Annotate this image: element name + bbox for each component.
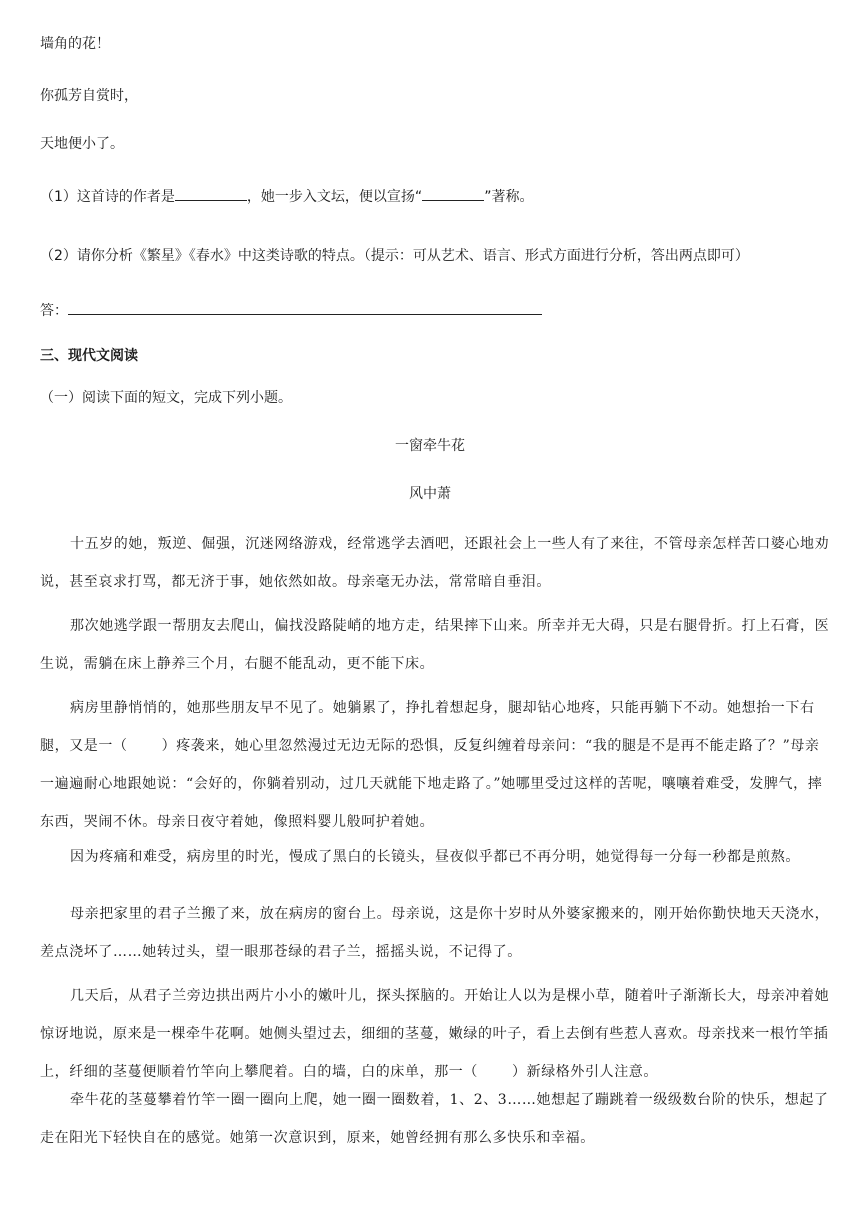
paragraph-5: 母亲把家里的君子兰搬了来，放在病房的窗台上。母亲说，这是你十岁时从外婆家搬来的，刚开始你勤快地天天浇水，差点浇坏了……她转过头，望一眼那苍绿的君子兰，摇摇头说，不记得了。 (40, 906, 830, 960)
section-heading: 三、现代文阅读 (40, 348, 138, 364)
theme-blank[interactable] (422, 186, 484, 201)
paragraph-3 (40, 689, 830, 841)
poem-line-1: 墙角的花！ (40, 36, 110, 52)
question-1-text-b: ，她一步入文坛，便以宣扬“ (246, 189, 423, 205)
question-1 (40, 186, 533, 207)
paragraph-3-part-a: 病房里静悄悄的，她那些朋友早不见了。她躺累了，挣扎着想起身，腿却钻心地疼，只能再躺下不动。她想抬一下右腿，又是一（ (40, 700, 815, 754)
article-author: 风中萧 (409, 486, 451, 502)
poem-line-2: 你孤芳自赏时， (40, 88, 138, 104)
paragraph-1: 十五岁的她，叛逆、倔强，沉迷网络游戏，经常逃学去酒吧，还跟社会上一些人有了来往，不管母亲怎样苦口婆心地劝说，甚至哀求打骂，都无济于事，她依然如故。母亲毫无办法，常常暗自垂泪。 (40, 536, 830, 590)
question-1-text-a: （1）这首诗的作者是 (40, 189, 175, 205)
paragraph-4: 因为疼痛和难受，病房里的时光，慢成了黑白的长镜头，昼夜似乎都已不再分明，她觉得每一分每一秒都是煎熬。 (70, 849, 800, 865)
answer-line (40, 300, 542, 321)
paragraph-6 (40, 977, 830, 1091)
paragraph-2: 那次她逃学跟一帮朋友去爬山，偏找没路陡峭的地方走，结果摔下山来。所幸并无大碍，只是右腿骨折。打上石膏，医生说，需躺在床上静养三个月，右腿不能乱动，更不能下床。 (40, 618, 830, 672)
article-title: 一窗牵牛花 (395, 438, 465, 454)
question-1-text-c: ”著称。 (484, 189, 534, 205)
paragraph-7: 牵牛花的茎蔓攀着竹竿一圈一圈向上爬，她一圈一圈数着，1、2、3……她想起了蹦跳着一级级数台阶的快乐，想起了走在阳光下轻快自在的感觉。她第一次意识到，原来，她曾经拥有那么多快乐和幸福。 (40, 1092, 829, 1146)
paragraph-3-part-b: ）疼袭来，她心里忽然漫过无边无际的恐惧，反复纠缠着母亲问：“我的腿是不是再不能走路了？”母亲一遍遍耐心地跟她说：“会好的，你躺着别动，过几天就能下地走路了。”她哪里受过这样的苦呢，嚷嚷着难受，发脾气，摔东西，哭闹不休。母亲日夜守着她，像照料婴儿般呵护着她。 (40, 738, 823, 830)
answer-label: 答： (40, 303, 68, 319)
section-instruction: （一）阅读下面的短文，完成下列小题。 (40, 390, 292, 406)
paragraph-6-part-a: 几天后，从君子兰旁边拱出两片小小的嫩叶儿，探头探脑的。开始让人以为是棵小草，随着叶子渐渐长大，母亲冲着她惊讶地说，原来是一棵牵牛花啊。她侧头望过去，细细的茎蔓，嫩绿的叶子，看上去倒有些惹人喜欢。母亲找来一根竹竿插上，纤细的茎蔓便顺着竹竿向上攀爬着。白的墙，白的床单，那一（ (40, 988, 830, 1080)
paragraph-6-part-b: ）新绿格外引人注意。 (512, 1064, 658, 1080)
question-2: （2）请你分析《繁星》《春水》中这类诗歌的特点。（提示：可从艺术、语言、形式方面进行分析，答出两点即可） (40, 248, 749, 264)
author-blank[interactable] (175, 186, 247, 201)
answer-blank[interactable] (68, 300, 542, 315)
poem-line-3: 天地便小了。 (40, 136, 124, 152)
